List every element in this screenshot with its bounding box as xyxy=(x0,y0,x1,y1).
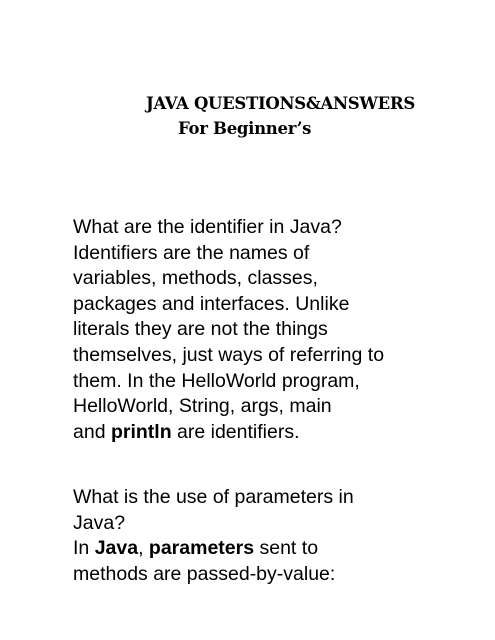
answer-line: HelloWorld, String, args, main xyxy=(73,395,332,418)
answer-line: literals they are not the things xyxy=(73,318,328,341)
question-text: Java? xyxy=(73,511,126,534)
qa-block-parameters xyxy=(73,485,473,587)
answer-line: variables, methods, classes, xyxy=(73,267,318,290)
answer-line: themselves, just ways of referring to xyxy=(73,343,385,366)
answer-text: , xyxy=(138,537,149,560)
document-subtitle: For Beginner’s xyxy=(178,119,312,138)
question-text: What are the identifier in Java? xyxy=(73,216,342,238)
qa-block-identifiers xyxy=(73,215,473,445)
document-title: JAVA QUESTIONS&ANSWERS xyxy=(146,94,415,113)
keyword-java: Java xyxy=(94,537,139,560)
answer-line: them. In the HelloWorld program, xyxy=(73,369,360,392)
answer-line xyxy=(73,420,473,446)
answer-line: Identifiers are the names of xyxy=(73,241,310,264)
answer-text: are identifiers. xyxy=(171,420,300,443)
answer-text: and xyxy=(73,420,111,443)
keyword-println: println xyxy=(110,420,172,443)
answer-line xyxy=(73,536,473,562)
answer-line: packages and interfaces. Unlike xyxy=(73,292,350,315)
answer-line: methods are passed-by-value: xyxy=(73,562,336,585)
answer-text: In xyxy=(73,537,95,560)
answer-text: sent to xyxy=(254,537,319,560)
keyword-parameters: parameters xyxy=(148,537,255,560)
question-text: What is the use of parameters in xyxy=(73,486,354,508)
